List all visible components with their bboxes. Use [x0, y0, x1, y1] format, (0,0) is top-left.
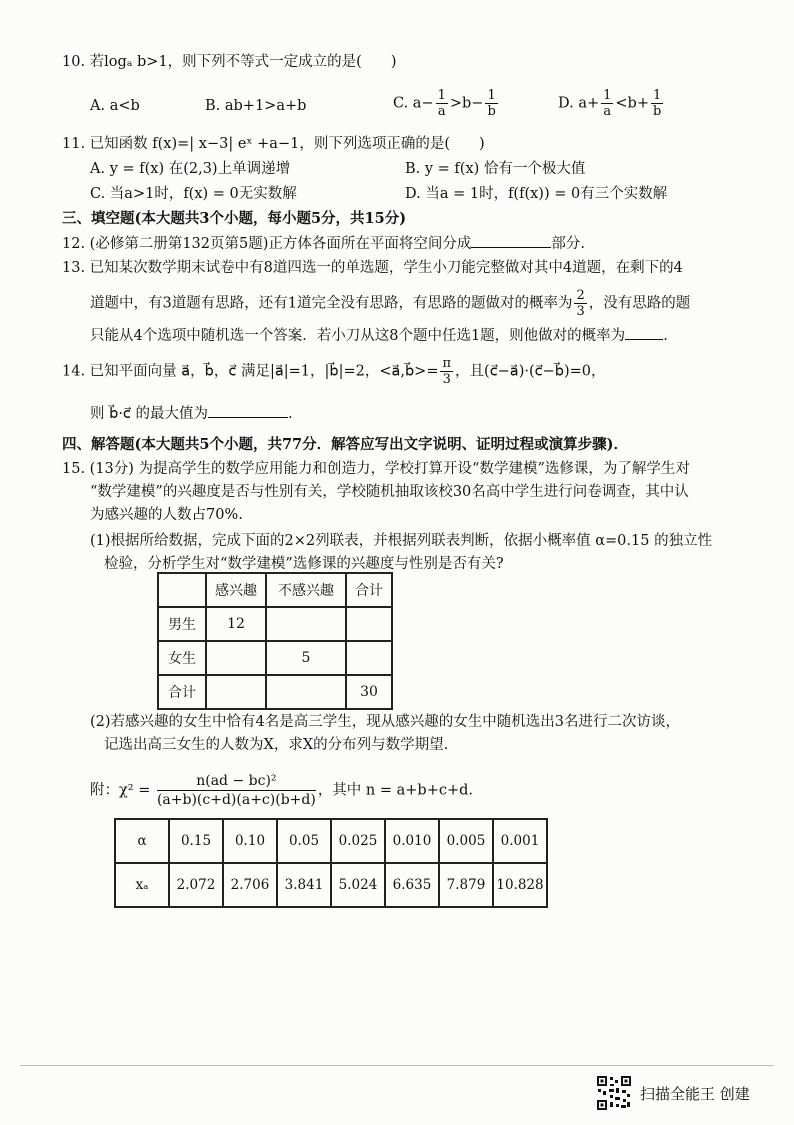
- table-cell: [266, 675, 346, 709]
- table-cell: 0.010: [385, 819, 439, 863]
- fraction-1-over-a: $\frac{1}{a}$: [437, 88, 446, 119]
- q15-line-1: 15. (13分) 为提高学生的数学应用能力和创造力，学校打算开设“数学建模”选修课，为了解学生对: [62, 461, 690, 477]
- fraction-1-over-b: $\frac{1}{b}$: [487, 88, 496, 119]
- fraction-1-over-a: $\frac{1}{a}$: [603, 88, 612, 119]
- qr-code-icon: [596, 1075, 632, 1111]
- table-cell: 女生: [158, 641, 206, 675]
- answer-blank: [471, 235, 551, 248]
- footer-divider: [20, 1065, 774, 1066]
- section-3-heading: 三、填空题(本大题共3个小题，每小题5分，共15分): [62, 210, 407, 227]
- table-cell: 10.828: [493, 863, 547, 907]
- q15-line-3: 为感兴趣的人数占70%.: [90, 507, 243, 523]
- table-cell: 0.025: [331, 819, 385, 863]
- table-cell: 0.001: [493, 819, 547, 863]
- table-cell: 2.706: [223, 863, 277, 907]
- q10-option-d: D. a+ $\frac{1}{a}$ <b+ $\frac{1}{b}$: [558, 88, 662, 119]
- table-cell: 合计: [346, 573, 392, 607]
- table-row: [158, 675, 392, 709]
- q15-line-2: “数学建模”的兴趣度是否与性别有关，学校随机抽取该校30名高中学生进行问卷调查，其中认: [90, 484, 689, 500]
- table-cell: 6.635: [385, 863, 439, 907]
- q11-option-a: A. y = f(x) 在(2,3)上单调递增: [90, 161, 291, 177]
- q15-part-1-line-2: 检验，分析学生对“数学建模”选修课的兴趣度与性别是否有关?: [104, 556, 504, 572]
- table-cell: 5.024: [331, 863, 385, 907]
- table-cell: [158, 573, 206, 607]
- q13-line-2: 道题中，有3道题有思路，还有1道完全没有思路，有思路的题做对的概率为 $\frac{2}{3}$ ，没有思路的题: [90, 288, 691, 319]
- q14-line-1: 14. 已知平面向量 a⃗，b⃗，c⃗ 满足|a⃗|=1，|b⃗|=2，<a⃗,b⃗>= $\frac{\pi}{3}$ ，且(c⃗−a⃗)·(c⃗−b⃗)=0，: [62, 356, 606, 387]
- q13-line-1: 13. 已知某次数学期末试卷中有8道四选一的单选题，学生小刀能完整做对其中4道题，在剩下的4: [62, 260, 683, 276]
- q10-stem: 10. 若logₐ b>1，则下列不等式一定成立的是( ): [62, 54, 397, 70]
- table-header-row: [158, 573, 392, 607]
- table-cell: 0.15: [169, 819, 223, 863]
- answer-blank: [208, 405, 288, 418]
- q11-option-c: C. 当a>1时，f(x) = 0无实数解: [90, 186, 297, 202]
- table-row: [115, 819, 547, 863]
- table-row: [158, 641, 392, 675]
- table-cell: [266, 607, 346, 641]
- scanner-watermark: 扫描全能王 创建: [640, 1085, 750, 1103]
- q10-option-b: B. ab+1>a+b: [205, 98, 307, 114]
- table-cell: xₐ: [115, 863, 169, 907]
- table-cell: 7.879: [439, 863, 493, 907]
- q15-part-2-line-1: (2)若感兴趣的女生中恰有4名是高三学生，现从感兴趣的女生中随机选出3名进行二次访谈，: [90, 714, 680, 730]
- fraction-2-over-3: $\frac{2}{3}$: [576, 288, 585, 319]
- contingency-table: [157, 572, 393, 710]
- table-cell: [206, 641, 266, 675]
- q14-line-2: 则 b⃗·c⃗ 的最大值为 .: [90, 406, 293, 422]
- table-cell: 30: [346, 675, 392, 709]
- table-cell: 0.10: [223, 819, 277, 863]
- table-cell: [206, 675, 266, 709]
- table-cell: 5: [266, 641, 346, 675]
- table-cell: [346, 607, 392, 641]
- table-row: [158, 607, 392, 641]
- table-cell: 12: [206, 607, 266, 641]
- fraction-pi-over-3: $\frac{\pi}{3}$: [442, 356, 452, 387]
- q11-stem: 11. 已知函数 f(x)=| x−3| eˣ +a−1，则下列选项正确的是( ): [62, 136, 485, 152]
- q13-line-3: 只能从4个选项中随机选一个答案．若小刀从这8个题中任选1题，则他做对的概率为 .: [90, 328, 668, 344]
- table-cell: 男生: [158, 607, 206, 641]
- table-cell: α: [115, 819, 169, 863]
- table-cell: [346, 641, 392, 675]
- table-cell: 3.841: [277, 863, 331, 907]
- chi-square-fraction: $\frac{\text{n(ad − bc)²}}{(a+b)(c+d)(a+c)(b+d)}$: [156, 773, 316, 808]
- table-cell: 合计: [158, 675, 206, 709]
- table-cell: 不感兴趣: [266, 573, 346, 607]
- table-cell: 0.05: [277, 819, 331, 863]
- fraction-1-over-b: $\frac{1}{b}$: [652, 88, 662, 119]
- q10-option-c: C. a− $\frac{1}{a}$ >b− $\frac{1}{b}$: [393, 88, 496, 119]
- table-row: [115, 863, 547, 907]
- q11-option-d: D. 当a = 1时，f(f(x)) = 0有三个实数解: [405, 186, 668, 202]
- q12: 12. (必修第二册第132页第5题)正方体各面所在平面将空间分成 部分.: [62, 236, 585, 252]
- table-cell: 0.005: [439, 819, 493, 863]
- critical-value-table: [114, 818, 548, 908]
- q15-part-1-line-1: (1)根据所给数据，完成下面的2×2列联表，并根据列联表判断，依据小概率值 α=0.15 的独立性: [90, 533, 713, 549]
- chi-square-formula: 附：χ² = $\frac{\text{n(ad − bc)²}}{(a+b)(c+d)(a+c)(b+d)}$ ，其中 n = a+b+c+d.: [90, 773, 474, 808]
- table-cell: 2.072: [169, 863, 223, 907]
- q15-part-2-line-2: 记选出高三女生的人数为X，求X的分布列与数学期望.: [104, 737, 449, 753]
- q10-option-a: A. a<b: [90, 98, 140, 114]
- q11-option-b: B. y = f(x) 恰有一个极大值: [405, 161, 586, 177]
- section-4-heading: 四、解答题(本大题共5个小题，共77分．解答应写出文字说明、证明过程或演算步骤)．: [62, 436, 628, 453]
- table-cell: 感兴趣: [206, 573, 266, 607]
- answer-blank: [625, 327, 663, 340]
